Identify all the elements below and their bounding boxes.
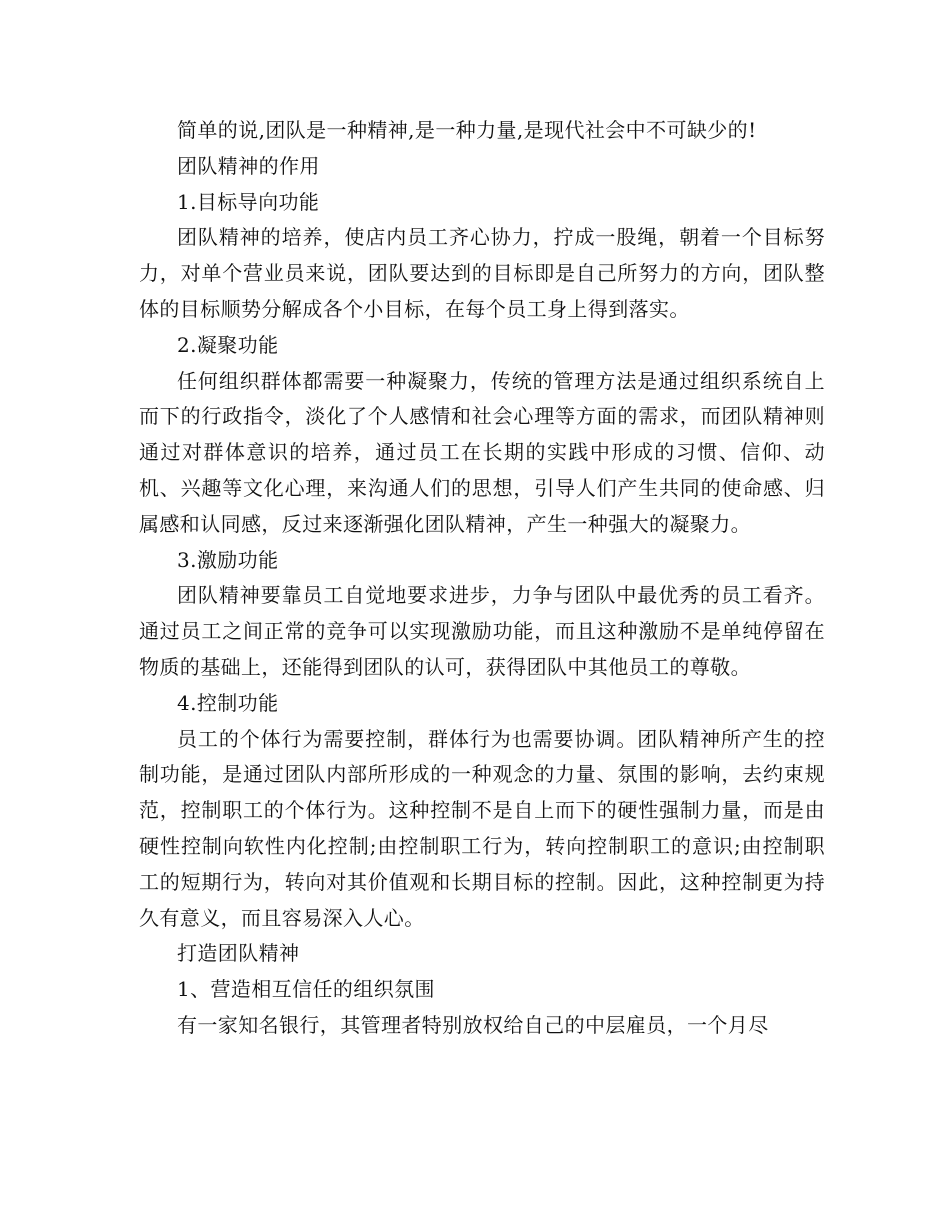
body-paragraph: 任何组织群体都需要一种凝聚力，传统的管理方法是通过组织系统自上而下的行政指令，淡化了个人感情和社会心理等方面的需求，而团队精神则通过对群体意识的培养，通过员工在长期的实践中形成的习惯、信仰、动机、兴趣等文化心理，来沟通人们的思想，引导人们产生共同的使命感、归属感和认同感，反过来逐渐强化团队精神，产生一种强大的凝聚力。 <box>139 368 825 536</box>
body-paragraph: 员工的个体行为需要控制，群体行为也需要协调。团队精神所产生的控制功能，是通过团队内部所形成的一种观念的力量、氛围的影响，去约束规范，控制职工的个体行为。这种控制不是自上而下的硬性强制力量，而是由硬性控制向软性内化控制;由控制职工行为，转向控制职工的意识;由控制职工的短期行为，转向对其价值观和长期目标的控制。因此，这种控制更为持久有意义，而且容易深入人心。 <box>139 726 825 930</box>
body-paragraph: 有一家知名银行，其管理者特别放权给自己的中层雇员，一个月尽 <box>177 1012 769 1037</box>
document-body <box>139 113 825 1044</box>
section-heading: 团队精神的作用 <box>177 153 320 178</box>
intro-paragraph: 简单的说,团队是一种精神,是一种力量,是现代社会中不可缺少的! <box>177 118 757 142</box>
subheading: 3.激励功能 <box>177 547 279 572</box>
subheading: 4.控制功能 <box>177 690 279 715</box>
subheading: 2.凝聚功能 <box>177 332 279 357</box>
section-heading: 打造团队精神 <box>177 941 300 966</box>
body-paragraph: 团队精神要靠员工自觉地要求进步，力争与团队中最优秀的员工看齐。通过员工之间正常的竞争可以实现激励功能，而且这种激励不是单纯停留在物质的基础上，还能得到团队的认可，获得团队中其他员工的尊敬。 <box>139 583 825 679</box>
subheading: 1、营造相互信任的组织氛围 <box>177 977 435 1002</box>
subheading: 1.目标导向功能 <box>177 189 320 214</box>
body-paragraph: 团队精神的培养，使店内员工齐心协力，拧成一股绳，朝着一个目标努力，对单个营业员来说，团队要达到的目标即是自己所努力的方向，团队整体的目标顺势分解成各个小目标，在每个员工身上得到落实。 <box>139 225 825 321</box>
